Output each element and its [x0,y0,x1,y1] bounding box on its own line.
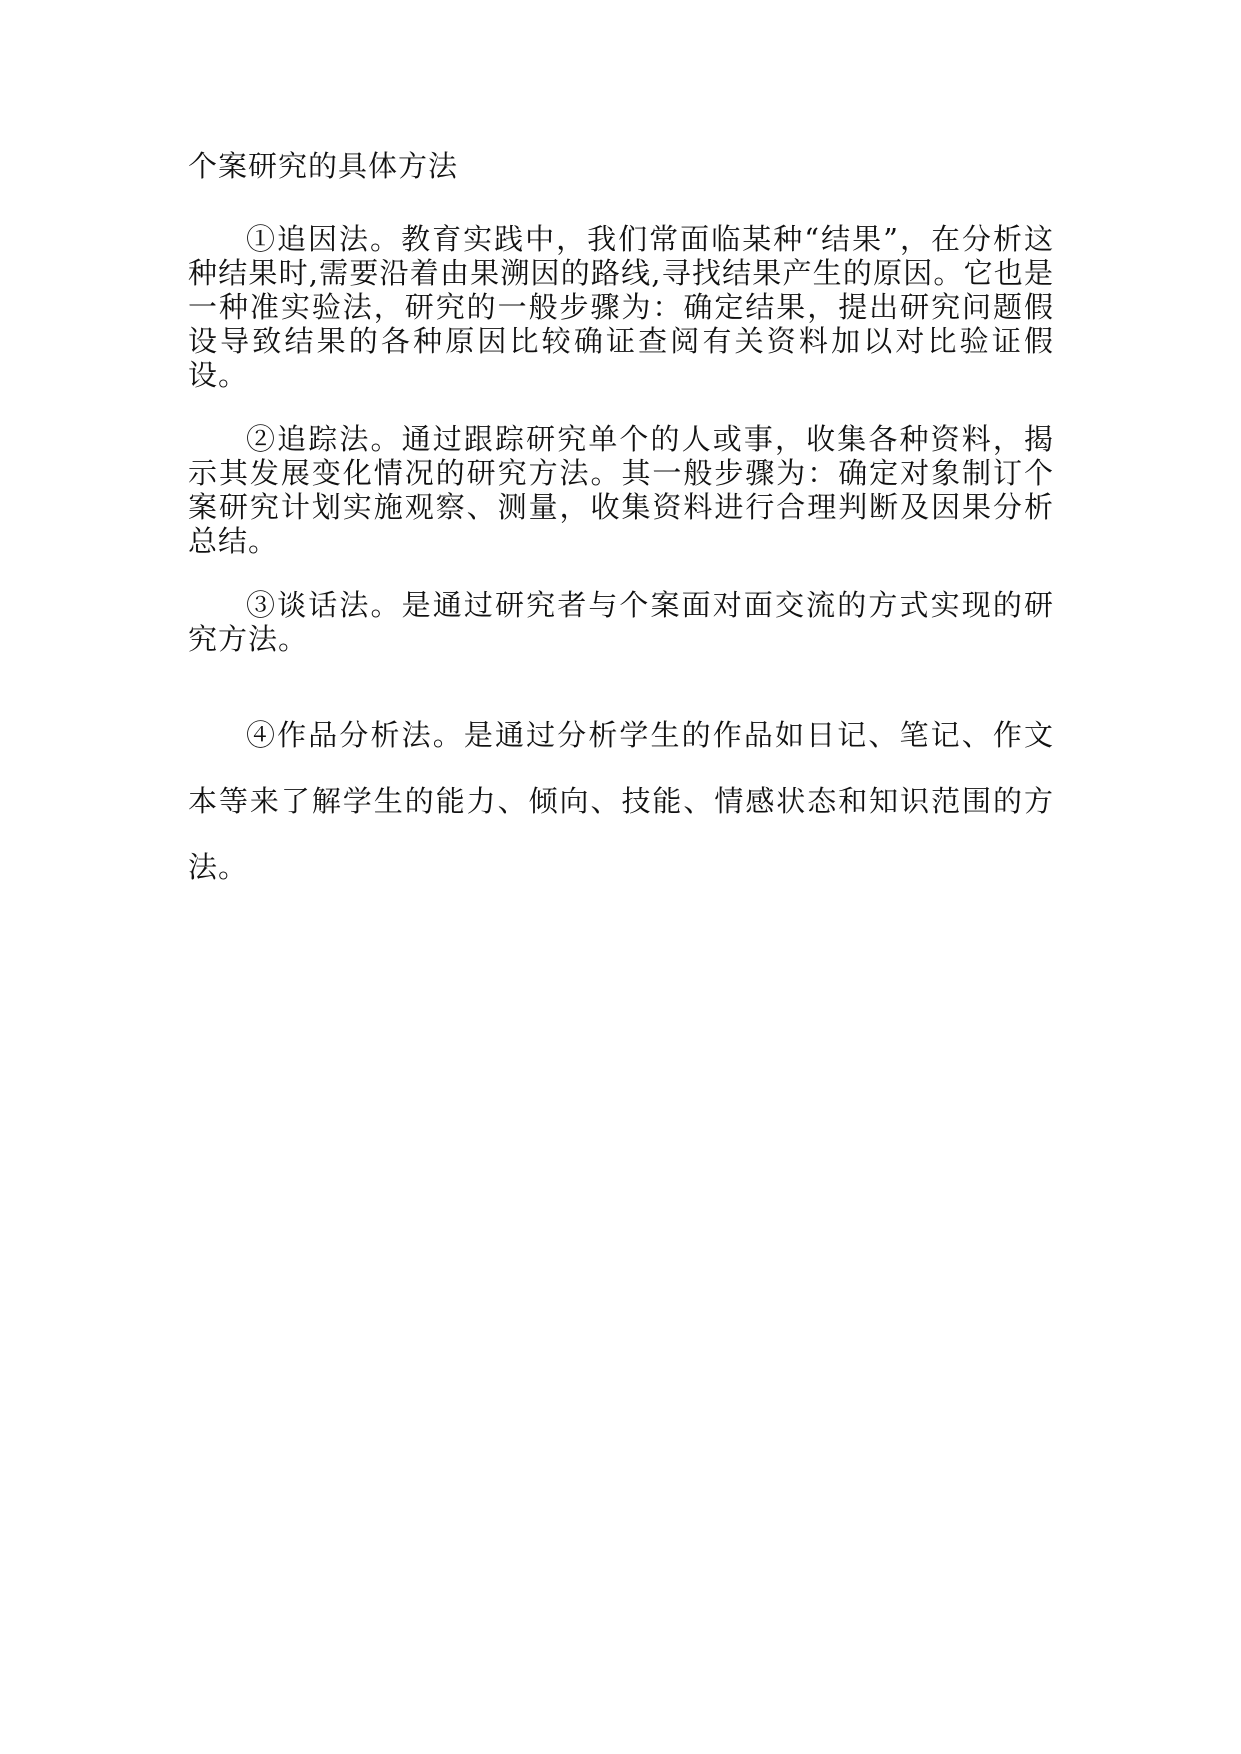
paragraph-interview-method: ③谈话法。是通过研究者与个案面对面交流的方式实现的研究方法。 [188,588,1054,656]
document-title: 个案研究的具体方法 [188,149,459,183]
paragraph-trace-cause-method: ①追因法。教育实践中，我们常面临某种“结果”，在分析这种结果时,需要沿着由果溯因的路线,寻找结果产生的原因。它也是一种准实验法，研究的一般步骤为：确定结果，提出研究问题假设导致结果的各种原因比较确证查阅有关资料加以对比验证假设。 [188,222,1054,392]
paragraph-work-analysis-method: ④作品分析法。是通过分析学生的作品如日记、笔记、作文本等来了解学生的能力、倾向、技能、情感状态和知识范围的方法。 [188,718,1054,884]
paragraph-tracking-method: ②追踪法。通过跟踪研究单个的人或事，收集各种资料，揭示其发展变化情况的研究方法。其一般步骤为：确定对象制订个案研究计划实施观察、测量，收集资料进行合理判断及因果分析总结。 [188,422,1054,558]
document-body [188,148,1054,900]
